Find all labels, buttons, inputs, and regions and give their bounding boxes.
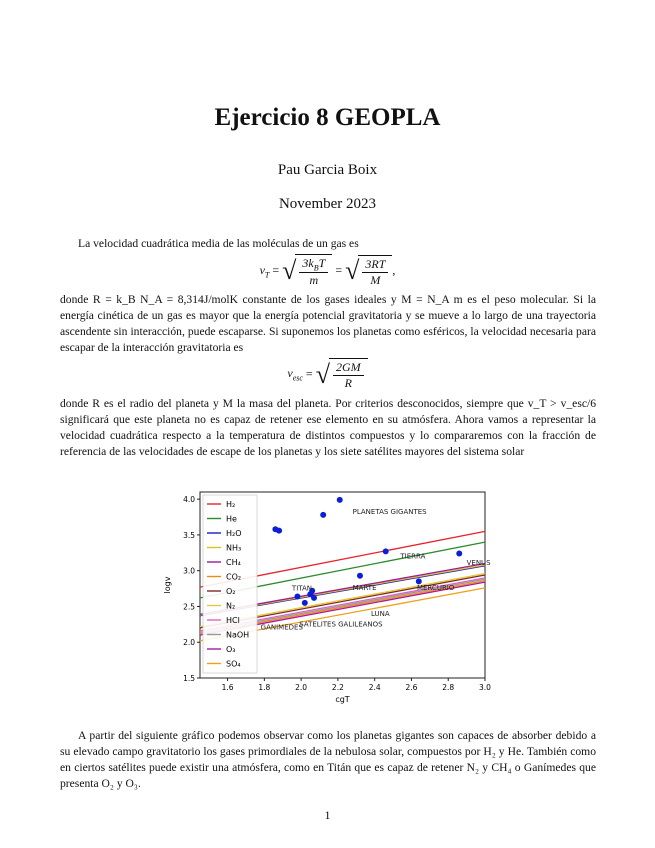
annotation-label: VENUS — [466, 558, 491, 567]
data-point — [320, 512, 326, 518]
y-tick-label: 4.0 — [183, 495, 195, 505]
annotation-label: SATELITES GALILEANOS — [299, 620, 383, 629]
y-tick-label: 2.5 — [183, 602, 195, 612]
annotation-label: GANIMEDES — [260, 623, 303, 632]
x-tick-label: 2.6 — [405, 683, 418, 692]
x-tick-label: 2.4 — [368, 683, 381, 692]
y-tick-label: 3.0 — [183, 566, 195, 576]
y-tick-label: 3.5 — [183, 530, 195, 540]
data-point — [276, 528, 282, 534]
intro-paragraph: La velocidad cuadrática media de las moléculas de un gas es — [78, 237, 359, 250]
x-tick-label: 2.8 — [442, 683, 455, 692]
legend-label: H₂ — [226, 500, 236, 509]
annotation-label: LUNA — [371, 609, 390, 618]
page-number: 1 — [324, 808, 331, 822]
data-point — [383, 548, 389, 554]
equation-vesc: $v_{esc}$ = √ $\frac{2GM}{R}$ — [0, 358, 655, 391]
legend-label: N₂ — [226, 601, 236, 611]
data-point — [337, 497, 343, 503]
legend-label: HCl — [226, 616, 240, 625]
data-point — [294, 593, 300, 599]
legend-label: O₂ — [226, 587, 236, 596]
legend-label: O₃ — [226, 645, 236, 654]
x-tick-label: 1.8 — [258, 683, 271, 692]
x-tick-label: 2.2 — [331, 683, 344, 692]
y-tick-label: 2.0 — [183, 638, 195, 648]
atmosphere-chart — [150, 482, 495, 707]
paragraph-3: donde R es el radio del planeta y M la masa del planeta. Por criterios desconocidos, siempre que v_T > v_esc/6 significará que este planeta no es capaz de retener ese elemento en su atmósfera. Ahora vamos a representar la velocidad cuadrática respecto a la temperatura de distintos compuestos y lo compararemos con la fracción de referencia de las velocidades de escape de los planetas y los siete satélites mayores del sistema solar — [60, 397, 596, 458]
annotation-label: PLANETAS GIGANTES — [352, 508, 427, 517]
x-tick-label: 2.0 — [295, 683, 308, 692]
legend-label: H₂O — [226, 529, 242, 538]
data-point — [302, 600, 308, 606]
x-axis-label: cgT — [335, 695, 350, 704]
data-point — [456, 551, 462, 557]
annotation-label: TITAN — [291, 584, 313, 593]
author: Pau Garcia Boix — [277, 162, 378, 178]
equation-vt: $v_T$ = √ $\frac{3k_BT}{m}$ = √ $\frac{3RT}{M}$ , — [259, 256, 396, 288]
paragraph-4: A partir del siguiente gráfico podemos observar como los planetas gigantes son capaces de absorber debido a su elevado campo gravitatorio los gases primordiales de la nebulosa solar, compuestos por H₂ y He. También como en ciertos satélites puede existir una atmósfera, como en Titán que es capaz de retener N₂ y CH₄ o Ganímedes que presenta O₂ y O₃. — [60, 729, 596, 790]
date: November 2023 — [278, 196, 377, 212]
legend-label: NH₃ — [226, 543, 242, 553]
data-point — [311, 595, 317, 601]
legend-label: CO₂ — [226, 572, 242, 582]
annotation-label: MERCURIO — [416, 584, 455, 593]
annotation-label: TIERRA — [400, 552, 426, 561]
legend-label: NaOH — [226, 630, 250, 640]
legend-label: He — [226, 514, 237, 524]
paragraph-2: donde R = k_B N_A = 8,314J/molK constante de los gases ideales y M = N_A m es el peso molecular. Si la energía cinética de un gas es mayor que la energía potencial gravitatoria y se mueve a lo largo de una trayectoria ascendente sin interacción, puede escaparse. Si suponemos los planetas como esféricos, la velocidad necesaria para escapar de la interacción gravitatoria es — [60, 293, 596, 354]
legend-label: SO₄ — [226, 659, 241, 669]
legend-label: CH₄ — [226, 558, 241, 567]
x-tick-label: 3.0 — [479, 683, 491, 692]
x-tick-label: 1.6 — [221, 683, 234, 692]
data-point — [357, 573, 363, 579]
y-tick-label: 1.5 — [183, 674, 195, 683]
page-title: Ejercicio 8 GEOPLA — [214, 104, 441, 131]
y-axis-label: logv — [163, 576, 172, 594]
annotation-label: MARTE — [352, 584, 377, 593]
